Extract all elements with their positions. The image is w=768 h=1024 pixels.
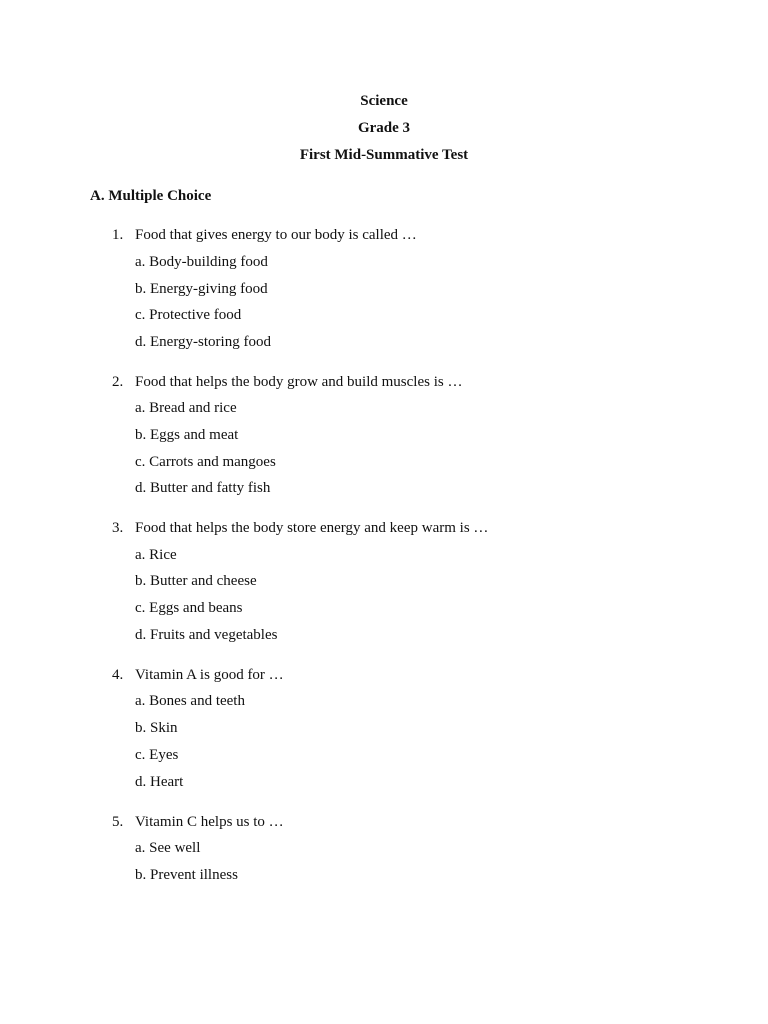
answer-option: a. Rice <box>135 547 177 563</box>
question-number: 1. <box>112 227 124 243</box>
question-text: Food that helps the body store energy and keep warm is … <box>135 520 489 536</box>
question-text: Food that helps the body grow and build muscles is … <box>135 374 463 390</box>
question-text: Vitamin C helps us to … <box>135 814 284 830</box>
test-title: First Mid-Summative Test <box>299 147 469 163</box>
answer-option: c. Eggs and beans <box>135 600 243 616</box>
answer-option: a. See well <box>135 840 201 856</box>
answer-option: d. Fruits and vegetables <box>135 627 278 643</box>
answer-option: c. Eyes <box>135 747 179 763</box>
answer-option: b. Eggs and meat <box>135 427 239 443</box>
question-text: Food that gives energy to our body is called … <box>135 227 417 243</box>
answer-option: b. Prevent illness <box>135 867 238 883</box>
question-number: 4. <box>112 667 124 683</box>
answer-option: b. Energy-giving food <box>135 281 268 297</box>
answer-option: a. Bones and teeth <box>135 693 245 709</box>
answer-option: a. Bread and rice <box>135 400 237 416</box>
answer-option: b. Butter and cheese <box>135 573 257 589</box>
subject-title: Science <box>360 93 408 109</box>
question-number: 5. <box>112 814 124 830</box>
answer-option: d. Butter and fatty fish <box>135 480 271 496</box>
answer-option: d. Energy-storing food <box>135 334 271 350</box>
question-number: 3. <box>112 520 124 536</box>
answer-option: c. Protective food <box>135 307 242 323</box>
section-title: A. Multiple Choice <box>90 188 212 204</box>
answer-option: b. Skin <box>135 720 178 736</box>
question-number: 2. <box>112 374 124 390</box>
answer-option: d. Heart <box>135 774 184 790</box>
answer-option: a. Body-building food <box>135 254 268 270</box>
question-text: Vitamin A is good for … <box>135 667 284 683</box>
answer-option: c. Carrots and mangoes <box>135 454 276 470</box>
grade-title: Grade 3 <box>357 120 411 136</box>
